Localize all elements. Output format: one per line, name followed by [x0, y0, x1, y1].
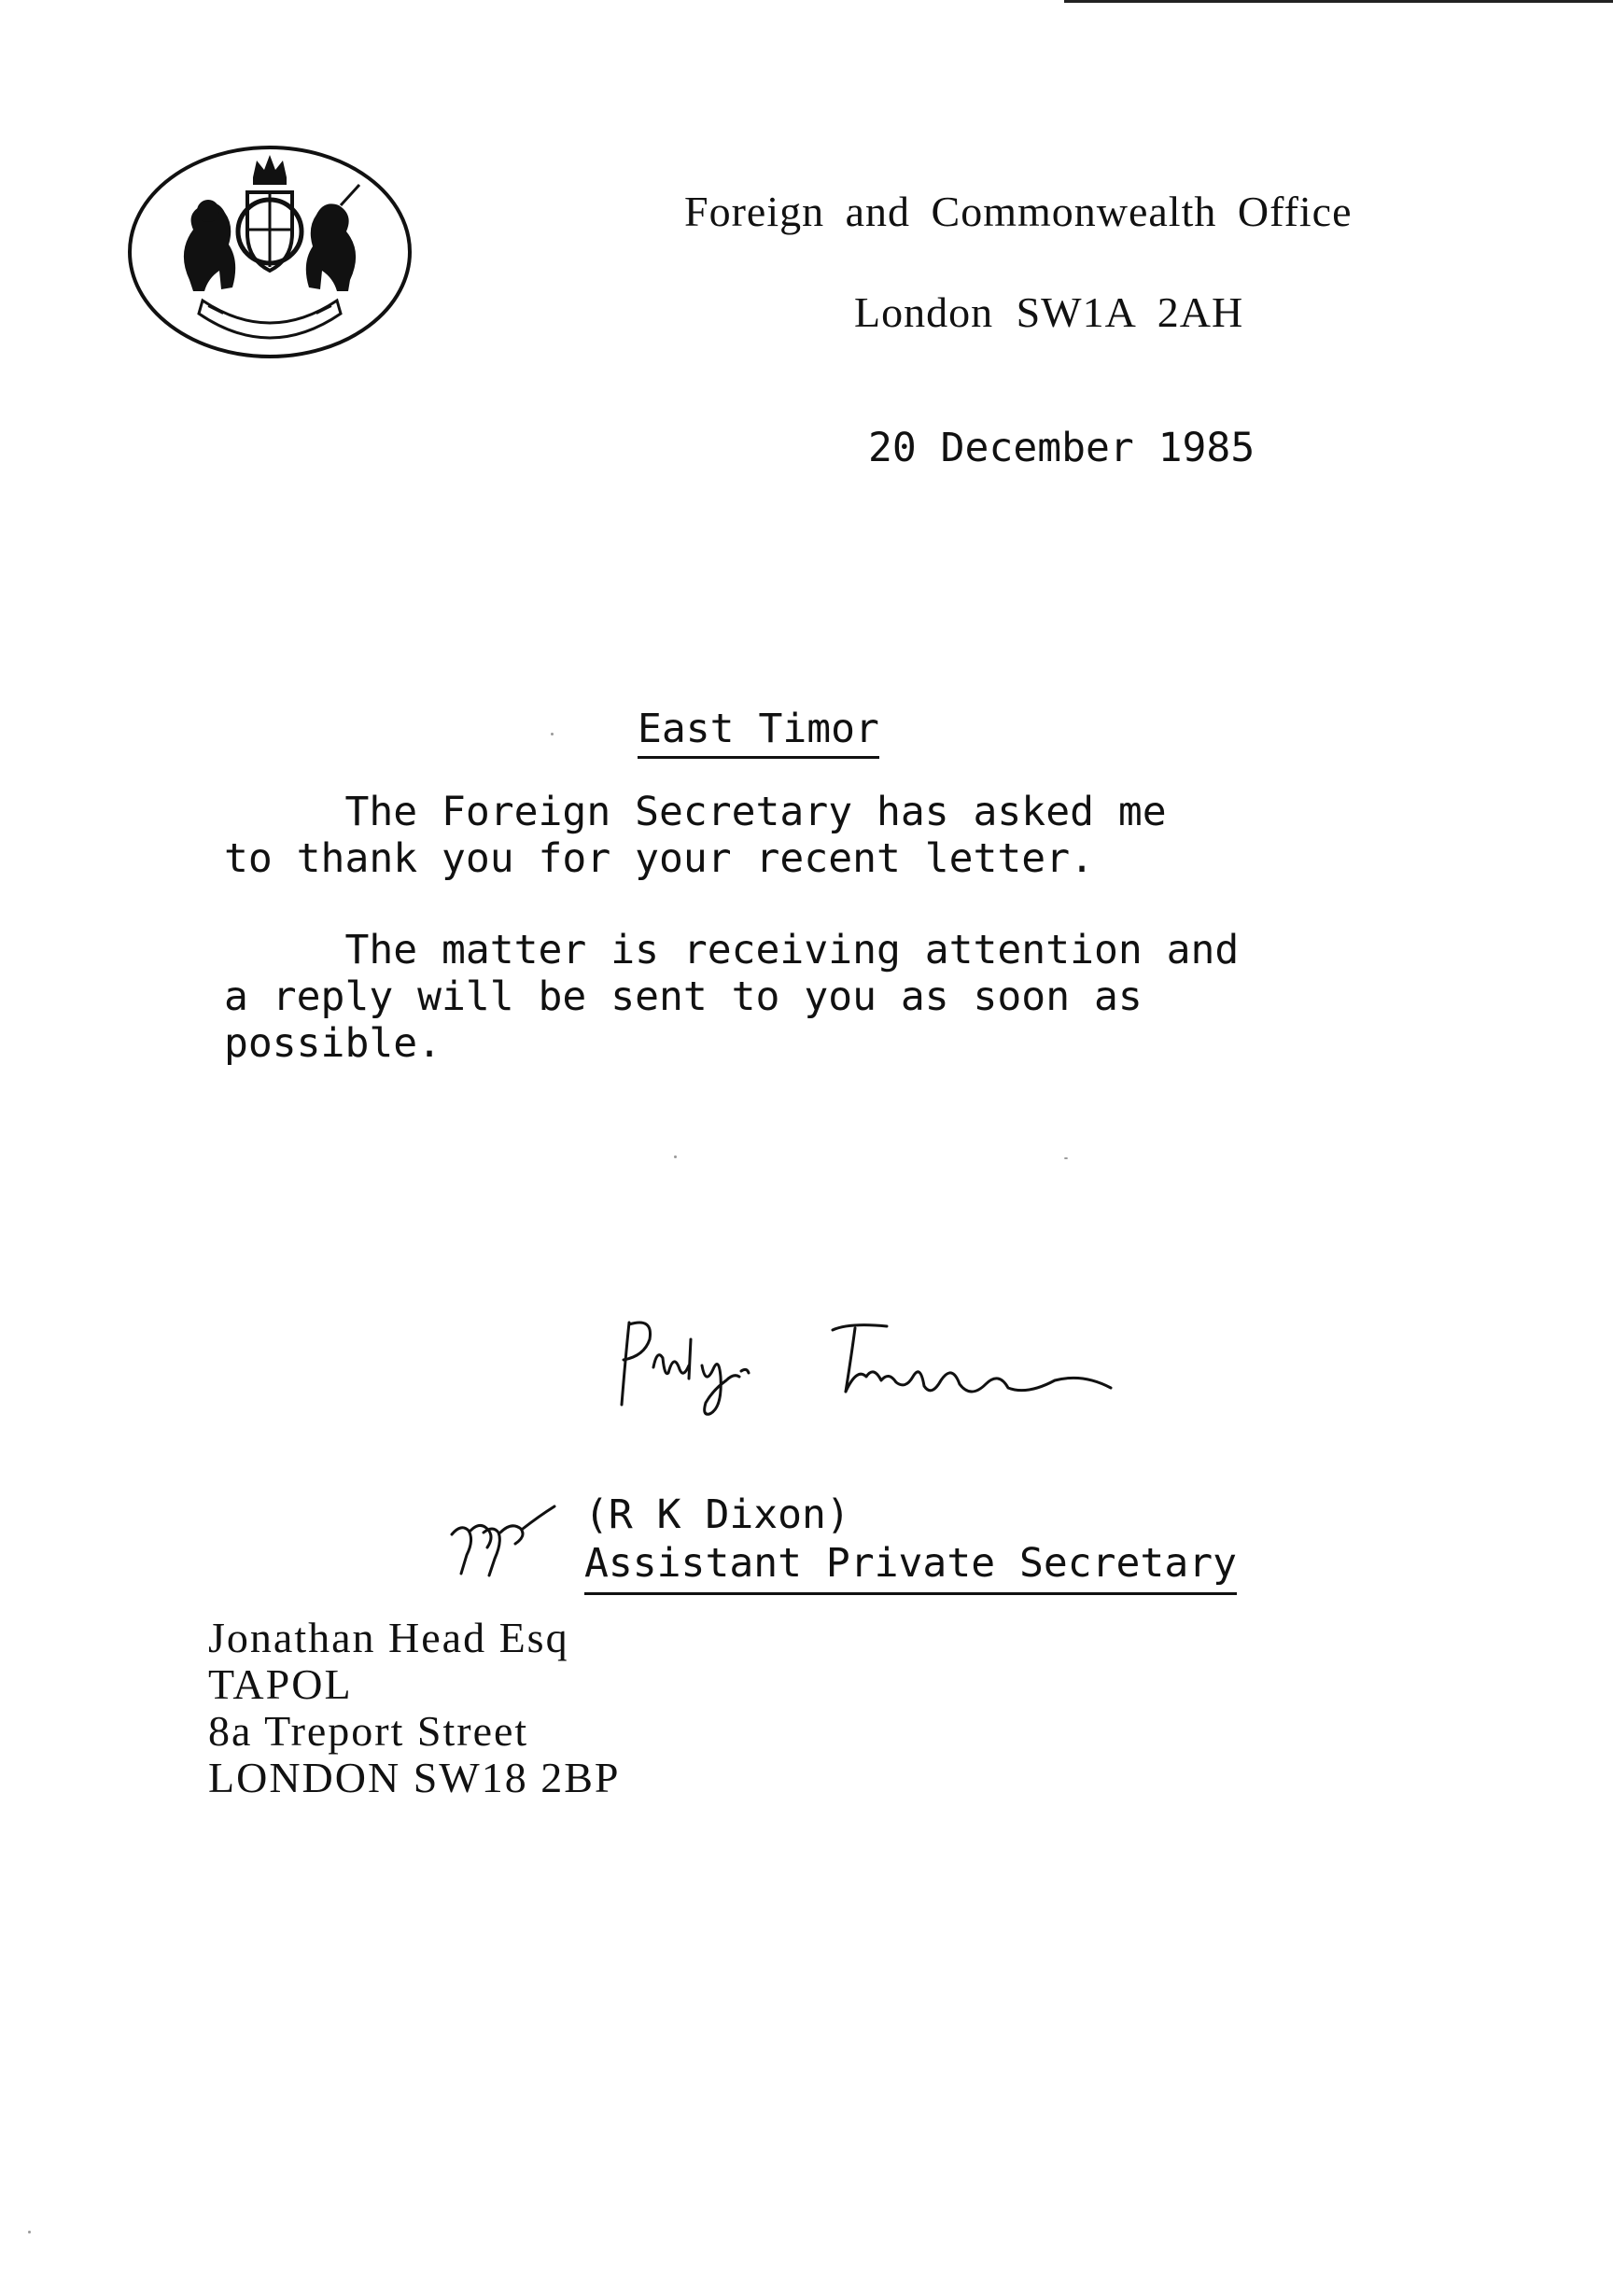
scan-speck — [551, 733, 554, 735]
handwritten-signature — [616, 1311, 1120, 1419]
scan-edge-line — [1064, 0, 1613, 3]
signer-name: (R K Dixon) — [584, 1491, 850, 1538]
scan-speck — [28, 2231, 31, 2233]
pp-handwritten-mark — [446, 1503, 558, 1577]
recipient-street: 8a Treport Street — [208, 1707, 529, 1755]
letterhead-organisation: Foreign and Commonwealth Office — [684, 188, 1353, 235]
scan-speck — [674, 1155, 677, 1158]
body-paragraph-2: The matter is receiving attention and a reply will be sent to you as soon as possible. — [224, 927, 1240, 1067]
scan-speck — [1064, 1157, 1068, 1159]
recipient-organisation: TAPOL — [208, 1660, 353, 1708]
signer-title: Assistant Private Secretary — [584, 1540, 1237, 1595]
recipient-name: Jonathan Head Esq — [208, 1614, 569, 1661]
body-paragraph-1: The Foreign Secretary has asked me to thank you for your recent letter. — [224, 789, 1167, 882]
letterhead-address: London SW1A 2AH — [854, 288, 1244, 336]
letter-subject: East Timor — [638, 706, 879, 759]
letter-date: 20 December 1985 — [868, 425, 1255, 471]
royal-coat-of-arms-icon — [124, 140, 415, 364]
recipient-city-postcode: LONDON SW18 2BP — [208, 1754, 621, 1801]
